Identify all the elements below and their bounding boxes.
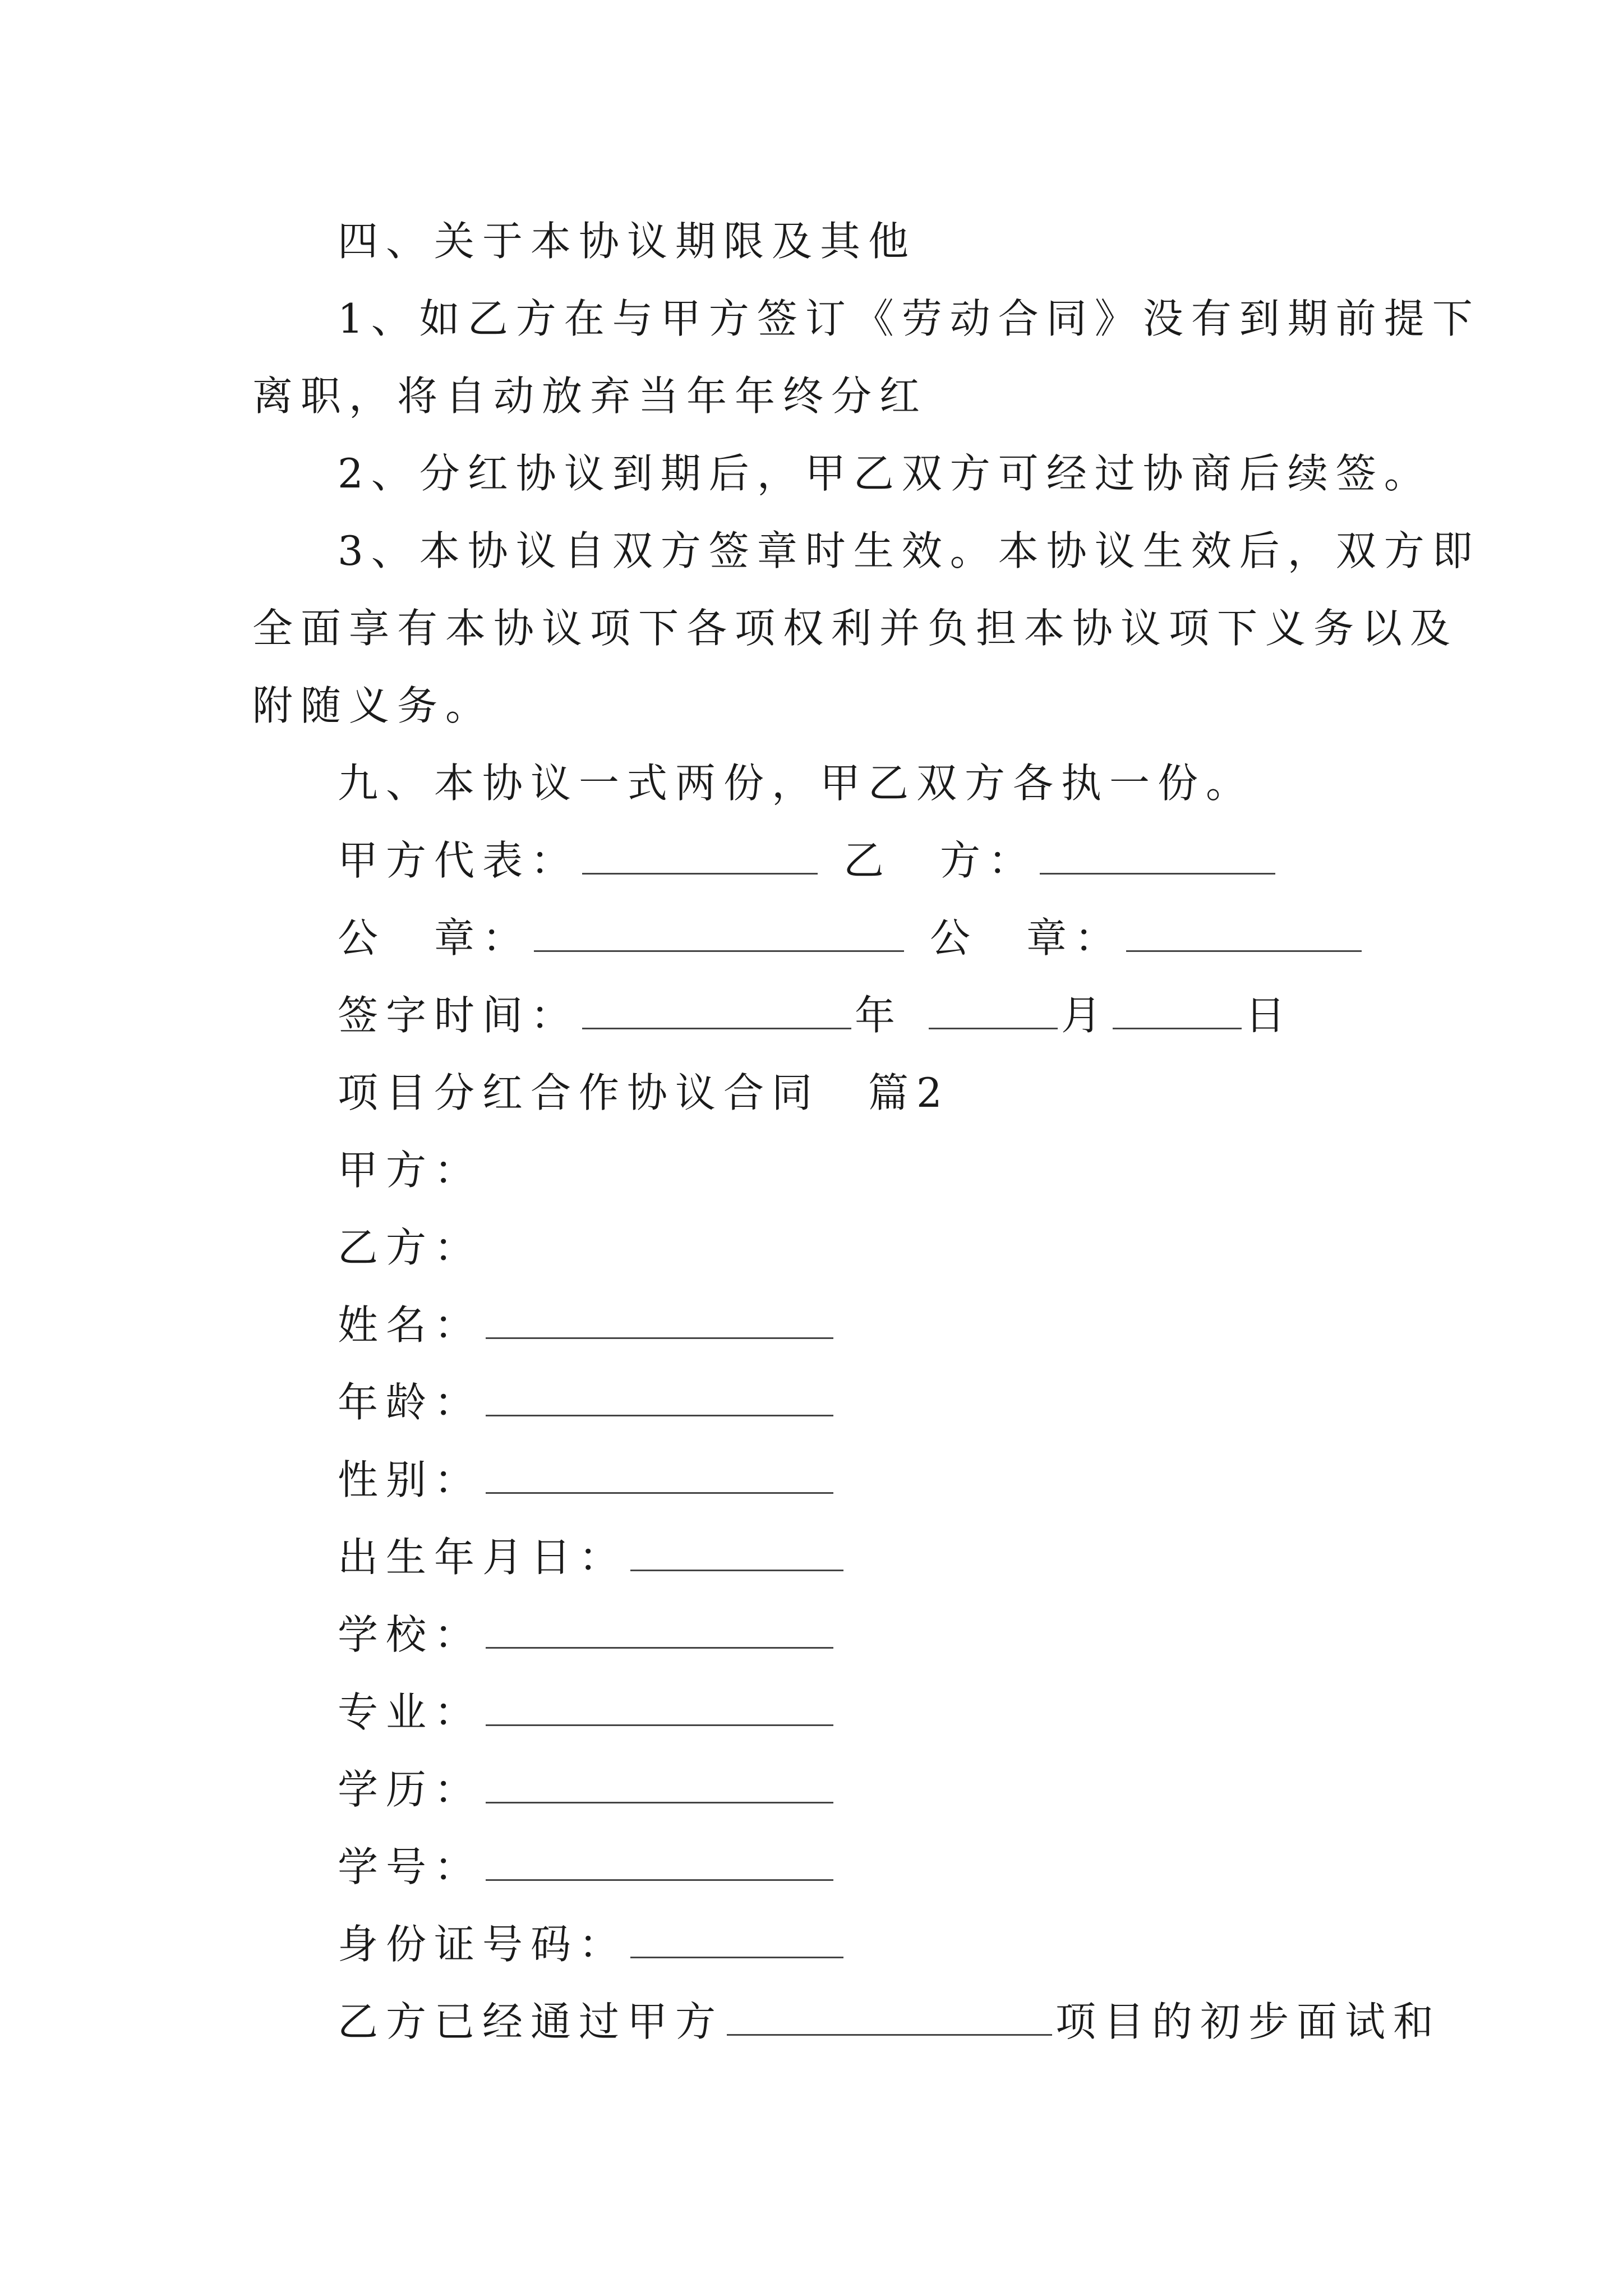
field-id-number-row [338,1916,1470,1972]
field-school-blank [486,1608,833,1649]
section9-text: 九、本协议一式两份，甲乙双方各执一份。 [338,760,1255,807]
field-major-label: 专业： [338,1688,483,1736]
section4-item3-line2: 全面享有本协议项下各项权利并负担本协议项下义务以及 [252,605,1459,652]
section4-item1-line1: 1、如乙方在与甲方签订《劳动合同》没有到期前提下 [338,295,1481,342]
field-education-blank [486,1763,833,1803]
field-school-row [338,1607,1470,1663]
signature-row-2 [338,910,1470,966]
section4-item2: 2、分红协议到期后，甲乙双方可经过协商后续签。 [338,450,1432,497]
field-student-id-label: 学号： [338,1843,483,1890]
field-id-number-blank [630,1917,843,1958]
section4-item3-line3: 附随义务。 [252,682,494,729]
field-birthday-label: 出生年月日： [338,1534,628,1581]
month-label: 月 [1061,992,1110,1039]
year-blank [582,988,851,1029]
field-major-blank [486,1685,833,1726]
field-gender-blank [486,1453,833,1494]
party-a-rep-blank [582,834,818,875]
day-blank [1113,988,1242,1029]
sign-time-label: 签字时间： [338,992,579,1039]
party-b-label: 乙 方： [843,837,1037,884]
section4-heading: 四、关于本协议期限及其他 [338,218,917,265]
contract2-party-a: 甲方： [338,1147,483,1194]
field-education-row [338,1761,1470,1818]
seal-b-blank [1126,911,1362,952]
contract2-last-line [338,1994,1470,2050]
field-major-row [338,1684,1470,1740]
field-school-label: 学校： [338,1611,483,1658]
field-age-label: 年龄： [338,1379,483,1426]
field-name-label: 姓名： [338,1301,483,1349]
field-name-blank [486,1298,833,1339]
contract2-title: 项目分红合作协议合同 篇2 [338,1069,950,1116]
field-birthday-blank [630,1530,843,1571]
seal-a-blank [534,911,904,952]
year-label: 年 [855,992,903,1039]
party-b-blank [1040,834,1275,875]
signature-row-3 [338,987,1470,1043]
section4-item1-line2: 离职，将自动放弃当年年终分红 [252,372,928,420]
field-student-id-blank [486,1840,833,1881]
section4-item3-line1: 3、本协议自双方签章时生效。本协议生效后，双方即 [338,527,1481,574]
field-age-row [338,1374,1470,1430]
last-line-end: 项目的初步面试和 [1055,1998,1442,2045]
field-gender-row [338,1452,1470,1508]
field-student-id-row [338,1839,1470,1895]
field-age-blank [486,1375,833,1416]
last-line-start: 乙方已经通过甲方 [338,1998,724,2045]
signature-row-1 [338,832,1470,889]
month-blank [929,988,1058,1029]
field-name-row [338,1297,1470,1353]
day-label: 日 [1245,992,1294,1039]
contract2-party-b: 乙方： [338,1224,483,1271]
seal-a-label: 公 章： [338,914,531,961]
field-education-label: 学历： [338,1766,483,1813]
field-birthday-row [338,1529,1470,1585]
seal-b-label: 公 章： [930,914,1123,961]
project-name-blank [727,1995,1052,2036]
party-a-rep-label: 甲方代表： [338,837,579,884]
field-id-number-label: 身份证号码： [338,1921,628,1968]
field-gender-label: 性别： [338,1456,483,1503]
